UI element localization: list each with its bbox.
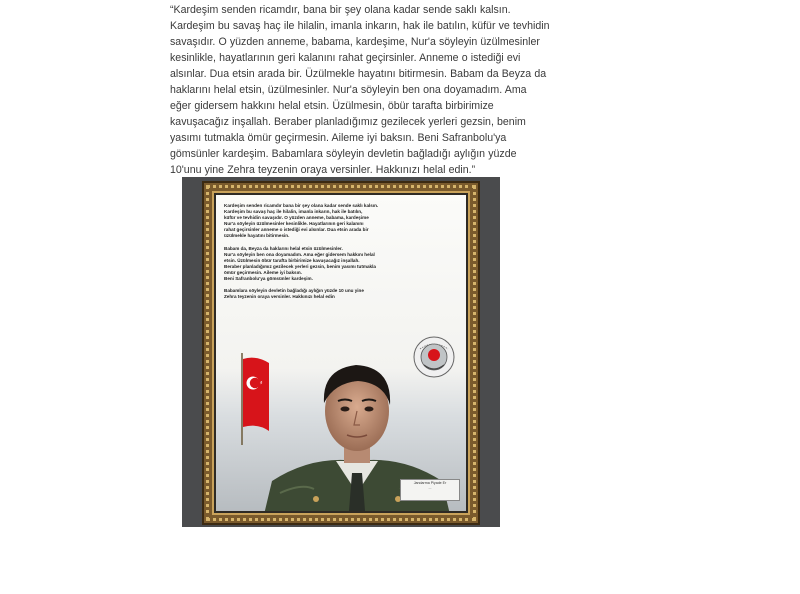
certificate-text: Kardeşim senden ricamdır bana bir şey olana kadar sende saklı kalsın. Kardeşim bu savaş haç ile hilalin, imanla inkarın, hak ile batılın, küfür ve tevhidin savaşıdır. O yüzden anneme, babama, kardeşime Nur'a söyleyin üzülmesinler kesinlikle. Hayatlarının geri kalanını rahat geçirsinler anneme o istediği evi alsınlar. Dua etsin arada bir üzülmekle hayatını bitirmesin. Babam da, Beyza da haklarını helal etsin üzülmesinler. Nur'a söyleyin ben ona doyamadım. Ama eğer gidersem hakkını helal etsin. Üzülmesin öbür tarafta birbirimize kavuşacağız inşallah. Beraber planladığımız gezilecek yerleri gezsin, benim yasımı tutmakla ömür geçirmesin. Aileme iyi baksın. Beni Safranbolu'ya gömsünler kardeşim. Babamlara söyleyin devletin bağladığı aylığın yüzde 10 unu yine Zehra teyzenin oraya versinler. Hakkınızı helal edin — [224, 203, 379, 300]
nameplate-line: Jandarma Piyade Er — [413, 481, 447, 485]
nameplate-line: ... — [428, 486, 432, 490]
framed-photo[interactable] — [182, 177, 500, 527]
nameplate — [400, 479, 460, 501]
memorial-certificate — [216, 195, 466, 511]
letter-quote: “Kardeşim senden ricamdır, bana bir şey olana kadar sende saklı kalsın. Kardeşim bu savaş haç ile hilalin, imanla inkarın, hak ile batılın, küfür ve tevhidin savaşıdır. O yüzden anneme, babama, kardeşime, Nur'a söyleyin üzülmesinler kesinlikle, hayatlarının geri kalanını rahat geçirsinler. Anneme o istediği evi alsınlar. Dua etsin arada bir. Üzülmekle hayatını bitirmesin. Babam da Beyza da haklarını helal etsin, üzülmesinler. Nur'a söyleyin ben ona doyamadım. Ama eğer gidersem hakkını helal etsin. Üzülmesin, öbür tarafta birbirimize kavuşacağız inşallah. Beraber planladığımız gezilecek yerleri gezsin, benim yasımı tutmakla ömür geçirmesin. Aileme iyi baksın. Beni Safranbolu'ya gömsünler kardeşim. Babamlara söyleyin devletin bağladığı aylığın yüzde 10'unu yine Zehra teyzenin oraya versinler. Hakkınızı helal edin.” — [170, 4, 550, 176]
picture-frame — [204, 183, 478, 523]
